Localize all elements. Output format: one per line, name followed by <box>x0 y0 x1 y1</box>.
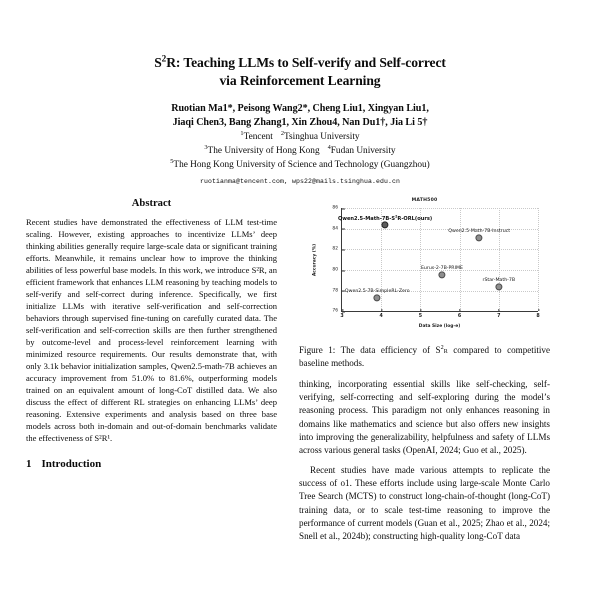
affiliation-5: The Hong Kong University of Science and Technology (Guangzhou) <box>173 160 430 171</box>
chart-gridline-vertical <box>420 208 421 311</box>
section-heading-introduction <box>26 458 277 470</box>
author-list <box>44 102 556 130</box>
title-line-1 <box>154 55 446 70</box>
section-number: 1 <box>26 458 32 471</box>
chart-point-label: rStar-Math-7B <box>482 277 516 283</box>
chart-gridline-horizontal <box>342 249 538 250</box>
author-line-2: Jiaqi Chen3, Bang Zhang1, Xin Zhou4, Nan Du1†, Jia Li 5† <box>172 116 428 128</box>
chart-x-tick: 8 <box>536 311 539 319</box>
title-line-2: via Reinforcement Learning <box>219 72 381 88</box>
affiliation-1: Tencent <box>243 131 273 142</box>
figure-caption <box>299 344 550 370</box>
affil-marker-5: 5 <box>170 158 174 165</box>
chart-gridline-vertical <box>538 208 539 311</box>
chart-gridline-vertical <box>499 208 500 311</box>
affil-marker-2: 2 <box>280 129 285 137</box>
affiliation-4: Fudan University <box>330 145 396 156</box>
chart-data-point <box>495 283 502 290</box>
figure-caption-label: Figure 1: <box>299 345 336 356</box>
section-title: Introduction <box>41 458 102 471</box>
left-column <box>26 198 277 543</box>
chart-x-tick: 5 <box>419 311 422 319</box>
page-title <box>48 54 552 90</box>
scatter-plot <box>299 198 550 335</box>
chart-y-tick: 86 <box>332 206 342 211</box>
affil-marker-1: 1 <box>240 129 244 137</box>
author-line-1: Ruotian Ma1*, Peisong Wang2*, Cheng Liu1, Xingyan Liu1, <box>171 102 429 114</box>
body-columns <box>26 198 574 543</box>
chart-plot-area <box>332 205 540 320</box>
abstract-body <box>26 216 277 444</box>
affiliations-line-1 <box>26 131 574 144</box>
chart-x-tick: 6 <box>458 311 461 319</box>
chart-x-tick: 7 <box>497 311 500 319</box>
contact-emails: ruotianma@tencent.com, wps22@mails.tsinghua.edu.cn <box>199 178 401 186</box>
affiliation-2: Tsinghua University <box>284 131 360 142</box>
title-s: S <box>154 55 162 70</box>
figure-1 <box>299 198 550 370</box>
chart-gridline-horizontal <box>342 208 538 209</box>
chart-data-point <box>438 272 445 279</box>
chart-x-tick: 4 <box>380 311 383 319</box>
chart-point-label: $Qwen2.5-Math-7B-S^2R-ORL(ours)$ <box>337 214 433 222</box>
chart-gridline-vertical <box>460 208 461 311</box>
chart-point-label: Qwen2.5-7B-SimpleRL-Zero <box>344 288 410 294</box>
affiliations-line-2 <box>26 145 574 158</box>
title-superscript: 2 <box>161 53 167 64</box>
affil-marker-3: 3 <box>204 143 208 151</box>
right-column <box>299 198 550 543</box>
chart-title: MATH500 <box>411 198 438 204</box>
affil-marker-4: 4 <box>327 143 331 151</box>
figure-caption-text: The data efficiency of $S^2r$ compared to competitive baseline methods. <box>299 344 550 369</box>
intro-paragraph-1: thinking, incorporating essential skills like self-checking, self-verifying, self-correcting and self-exploring during the model’s reasoning process. This paradigm not only enhances reasoning in domains like mathematics and science but also offers new insights into improving the generalizability, helpfulness and safety of LLMs across various general tasks (OpenAI, 2024; Guo et al., 2025). <box>299 379 550 455</box>
chart-y-tick: 78 <box>332 288 342 293</box>
abstract-heading: Abstract <box>131 198 172 210</box>
affiliation-3: The University of Hong Kong <box>207 145 320 156</box>
chart-y-tick: 82 <box>332 247 342 252</box>
chart-data-point <box>476 235 483 242</box>
chart-y-tick: 84 <box>332 226 342 231</box>
chart-y-tick: 80 <box>332 268 342 273</box>
abstract-paragraph: Recent studies have demonstrated the effectiveness of LLM test-time scaling. However, existing approaches to incentivize LLMs’ deep thinking abilities generally require large-scale data or significant training efforts. Meanwhile, it remains unclear how to improve the thinking abilities of less powerful base models. In this work, we introduce S²R, an efficient framework that enhances LLM reasoning by teaching models to self-verify and self-correct during inference. Specifically, we first initialize LLMs with iterative self-verification and self-correction behaviors through supervised fine-tuning on carefully curated data. The self-verification and self-correction skills are then further strengthened by outcome-level and process-level reinforcement learning with minimized resource requirements. Our results demonstrate that, with only 3.1k behavior initialization samples, Qwen2.5-math-7B achieves an accuracy improvement from 51.0% to 81.6%, outperforming models trained on an equivalent amount of long-CoT distilled data. We also discuss the effect of different RL strategies on enhancing LLMs’ deep reasoning. Extensive experiments and analysis based on three base models across both in-domain and out-of-domain benchmarks validate the effectiveness of S²R¹. <box>26 217 277 444</box>
chart-point-label: Qwen2.5-Math-7B-Instruct <box>448 229 511 235</box>
chart-data-point <box>374 294 381 301</box>
affiliations-line-3 <box>26 159 574 172</box>
chart-y-tick: 76 <box>332 309 342 314</box>
chart-point-label: Eurus-2-7B-PRIME <box>420 266 463 272</box>
intro-paragraph-2: Recent studies have made various attempts to replicate the success of o1. These efforts include using large-scale Monte Carlo Tree Search (MCTS) to construct long-chain-of-thought (long-CoT) training data, or to scale test-time reasoning to improve the performance of current models (Guan et al., 2025; Zhao et al., 2024; Snell et al., 2024b); constructing high-quality long-CoT data <box>299 465 550 541</box>
chart-data-point <box>382 221 389 228</box>
title-rest: R: Teaching LLMs to Self-verify and Self-correct <box>166 55 446 70</box>
chart-y-axis-label: Accuracy (%) <box>312 244 318 277</box>
chart-x-axis-label: Data Size (log-e) <box>418 324 461 330</box>
chart-x-tick: 3 <box>340 311 343 319</box>
